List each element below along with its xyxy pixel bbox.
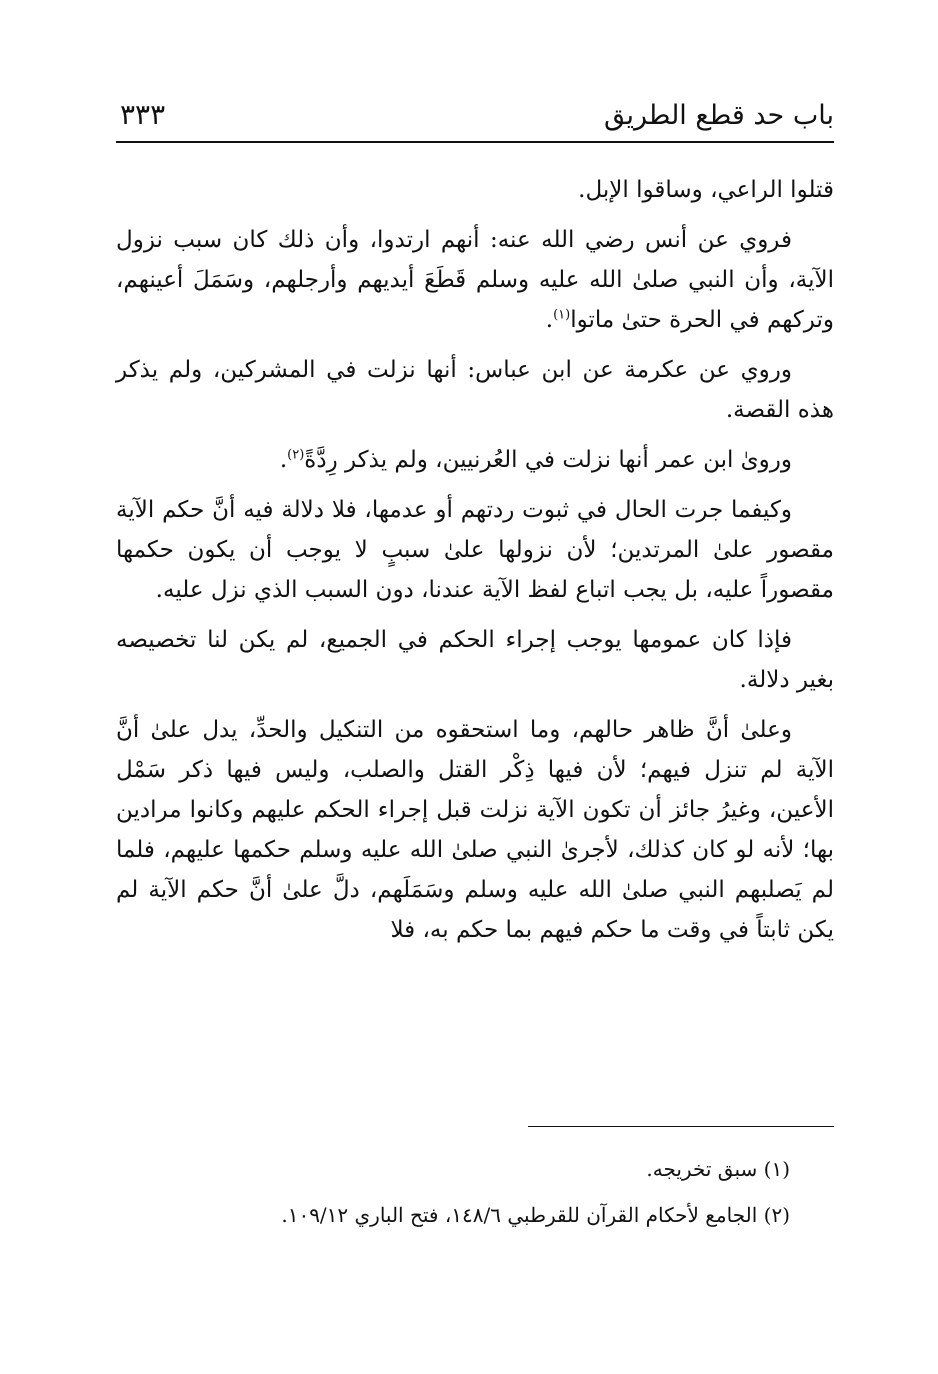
paragraph: وكيفما جرت الحال في ثبوت ردتهم أو عدمها، فلا دلالة فيه أنَّ حكم الآية مقصور علىٰ المرتدين؛ لأن نزولها علىٰ سببٍ لا يوجب أن يكون حكمها مقصوراً عليه، بل يجب اتباع لفظ الآية عندنا، دون السبب الذي نزل عليه. <box>116 497 834 603</box>
footnote: (١) سبق تخريجه. <box>646 1157 790 1181</box>
main-text <box>116 170 834 960</box>
paragraph: فروي عن أنس رضي الله عنه: أنهم ارتدوا، وأن ذلك كان سبب نزول الآية، وأن النبي صلىٰ الله عليه وسلم قَطَعَ أيديهم وأرجلهم، وسَمَلَ أعينهم، وتركهم في الحرة حتىٰ ماتوا$^{(١)}$. <box>116 227 834 333</box>
footnote-marker: (١) <box>553 307 571 323</box>
header-divider <box>116 141 834 143</box>
paragraph: فإذا كان عمومها يوجب إجراء الحكم في الجميع، لم يكن لنا تخصيصه بغير دلالة. <box>116 627 834 693</box>
footnote: (٢) الجامع لأحكام القرآن للقرطبي ١٤٨/٦، فتح الباري ١٠٩/١٢. <box>281 1203 790 1227</box>
footnote-marker: (٢) <box>287 447 305 463</box>
page-number: ٣٣٣ <box>120 98 166 131</box>
paragraph: وعلىٰ أنَّ ظاهر حالهم، وما استحقوه من التنكيل والحدِّ، يدل علىٰ أنَّ الآية لم تنزل فيهم؛ لأن فيها ذِكْر القتل والصلب، وليس فيها ذكر سَمْل الأعين، وغيرُ جائز أن تكون الآية نزلت قبل إجراء الحكم عليهم وكانوا مرادين بها؛ لأنه لو كان كذلك، لأجرىٰ النبي صلىٰ الله عليه وسلم حكمها عليهم، فلما لم يَصلبهم النبي صلىٰ الله عليه وسلم وسَمَلَهم، دلَّ علىٰ أنَّ حكم الآية لم يكن ثابتاً في وقت ما حكم فيهم بما حكم به، فلا <box>116 717 834 943</box>
footnotes <box>116 1146 790 1238</box>
paragraph: ورویٰ ابن عمر أنها نزلت في العُرنيين، ولم يذكر رِدَّةً$^{(٢)}$. <box>279 447 792 473</box>
footnote-divider <box>528 1126 834 1127</box>
running-header <box>116 96 834 142</box>
paragraph: وروي عن عكرمة عن ابن عباس: أنها نزلت في المشركين، ولم يذكر هذه القصة. <box>116 357 834 423</box>
chapter-title: باب حد قطع الطريق <box>603 100 834 131</box>
paragraph: قتلوا الراعي، وساقوا الإبل. <box>578 177 834 203</box>
